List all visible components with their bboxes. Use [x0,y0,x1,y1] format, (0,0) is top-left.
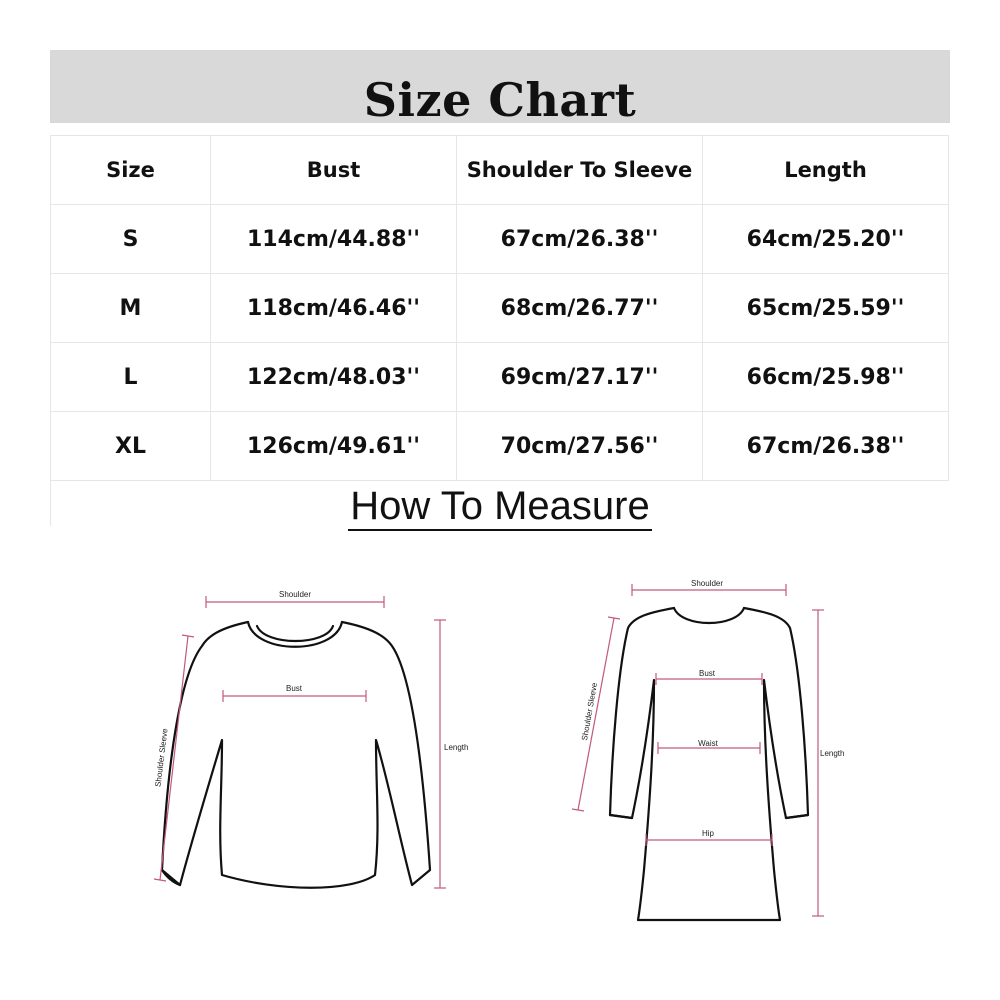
sweater-length-label: Length [444,743,469,752]
dress-waist-label: Waist [698,739,718,748]
table-row [51,343,949,412]
dress-shoulder-label: Shoulder [690,579,724,588]
cell-size: L [51,343,211,412]
sweater-shoulder-label: Shoulder [278,590,312,599]
header-size: Size [51,136,211,205]
sweater-diagram [130,580,490,910]
size-table [50,135,949,481]
how-to-measure-heading [0,480,1000,532]
dress-diagram [570,570,870,930]
cell-size: S [51,205,211,274]
cell-bust: 114cm/44.88'' [211,205,457,274]
cell-bust: 126cm/49.61'' [211,412,457,481]
sweater-bust-label: Bust [285,684,303,693]
header-length: Length [703,136,949,205]
cell-shoulder-to-sleeve: 67cm/26.38'' [457,205,703,274]
dress-sleeve-label: Shoulder Sleeve [580,681,600,742]
how-to-measure-label: How To Measure [348,484,651,531]
sweater-sleeve-label: Shoulder Sleeve [153,728,170,788]
cell-length: 67cm/26.38'' [703,412,949,481]
cell-length: 66cm/25.98'' [703,343,949,412]
cell-bust: 118cm/46.46'' [211,274,457,343]
page-title: Size Chart [363,73,637,127]
header-bust: Bust [211,136,457,205]
dress-bust-label: Bust [698,669,716,678]
cell-length: 64cm/25.20'' [703,205,949,274]
table-row [51,274,949,343]
table-header-row [51,136,949,205]
cell-length: 65cm/25.59'' [703,274,949,343]
dress-outline [610,608,808,920]
sweater-outline [162,622,430,888]
cell-size: M [51,274,211,343]
cell-shoulder-to-sleeve: 70cm/27.56'' [457,412,703,481]
table-row [51,205,949,274]
header-shoulder-to-sleeve: Shoulder To Sleeve [457,136,703,205]
table-row [51,412,949,481]
dress-measure-lines [572,584,824,916]
dress-length-label: Length [820,749,845,758]
cell-bust: 122cm/48.03'' [211,343,457,412]
cell-size: XL [51,412,211,481]
cell-shoulder-to-sleeve: 69cm/27.17'' [457,343,703,412]
dress-hip-label: Hip [701,829,715,838]
cell-shoulder-to-sleeve: 68cm/26.77'' [457,274,703,343]
